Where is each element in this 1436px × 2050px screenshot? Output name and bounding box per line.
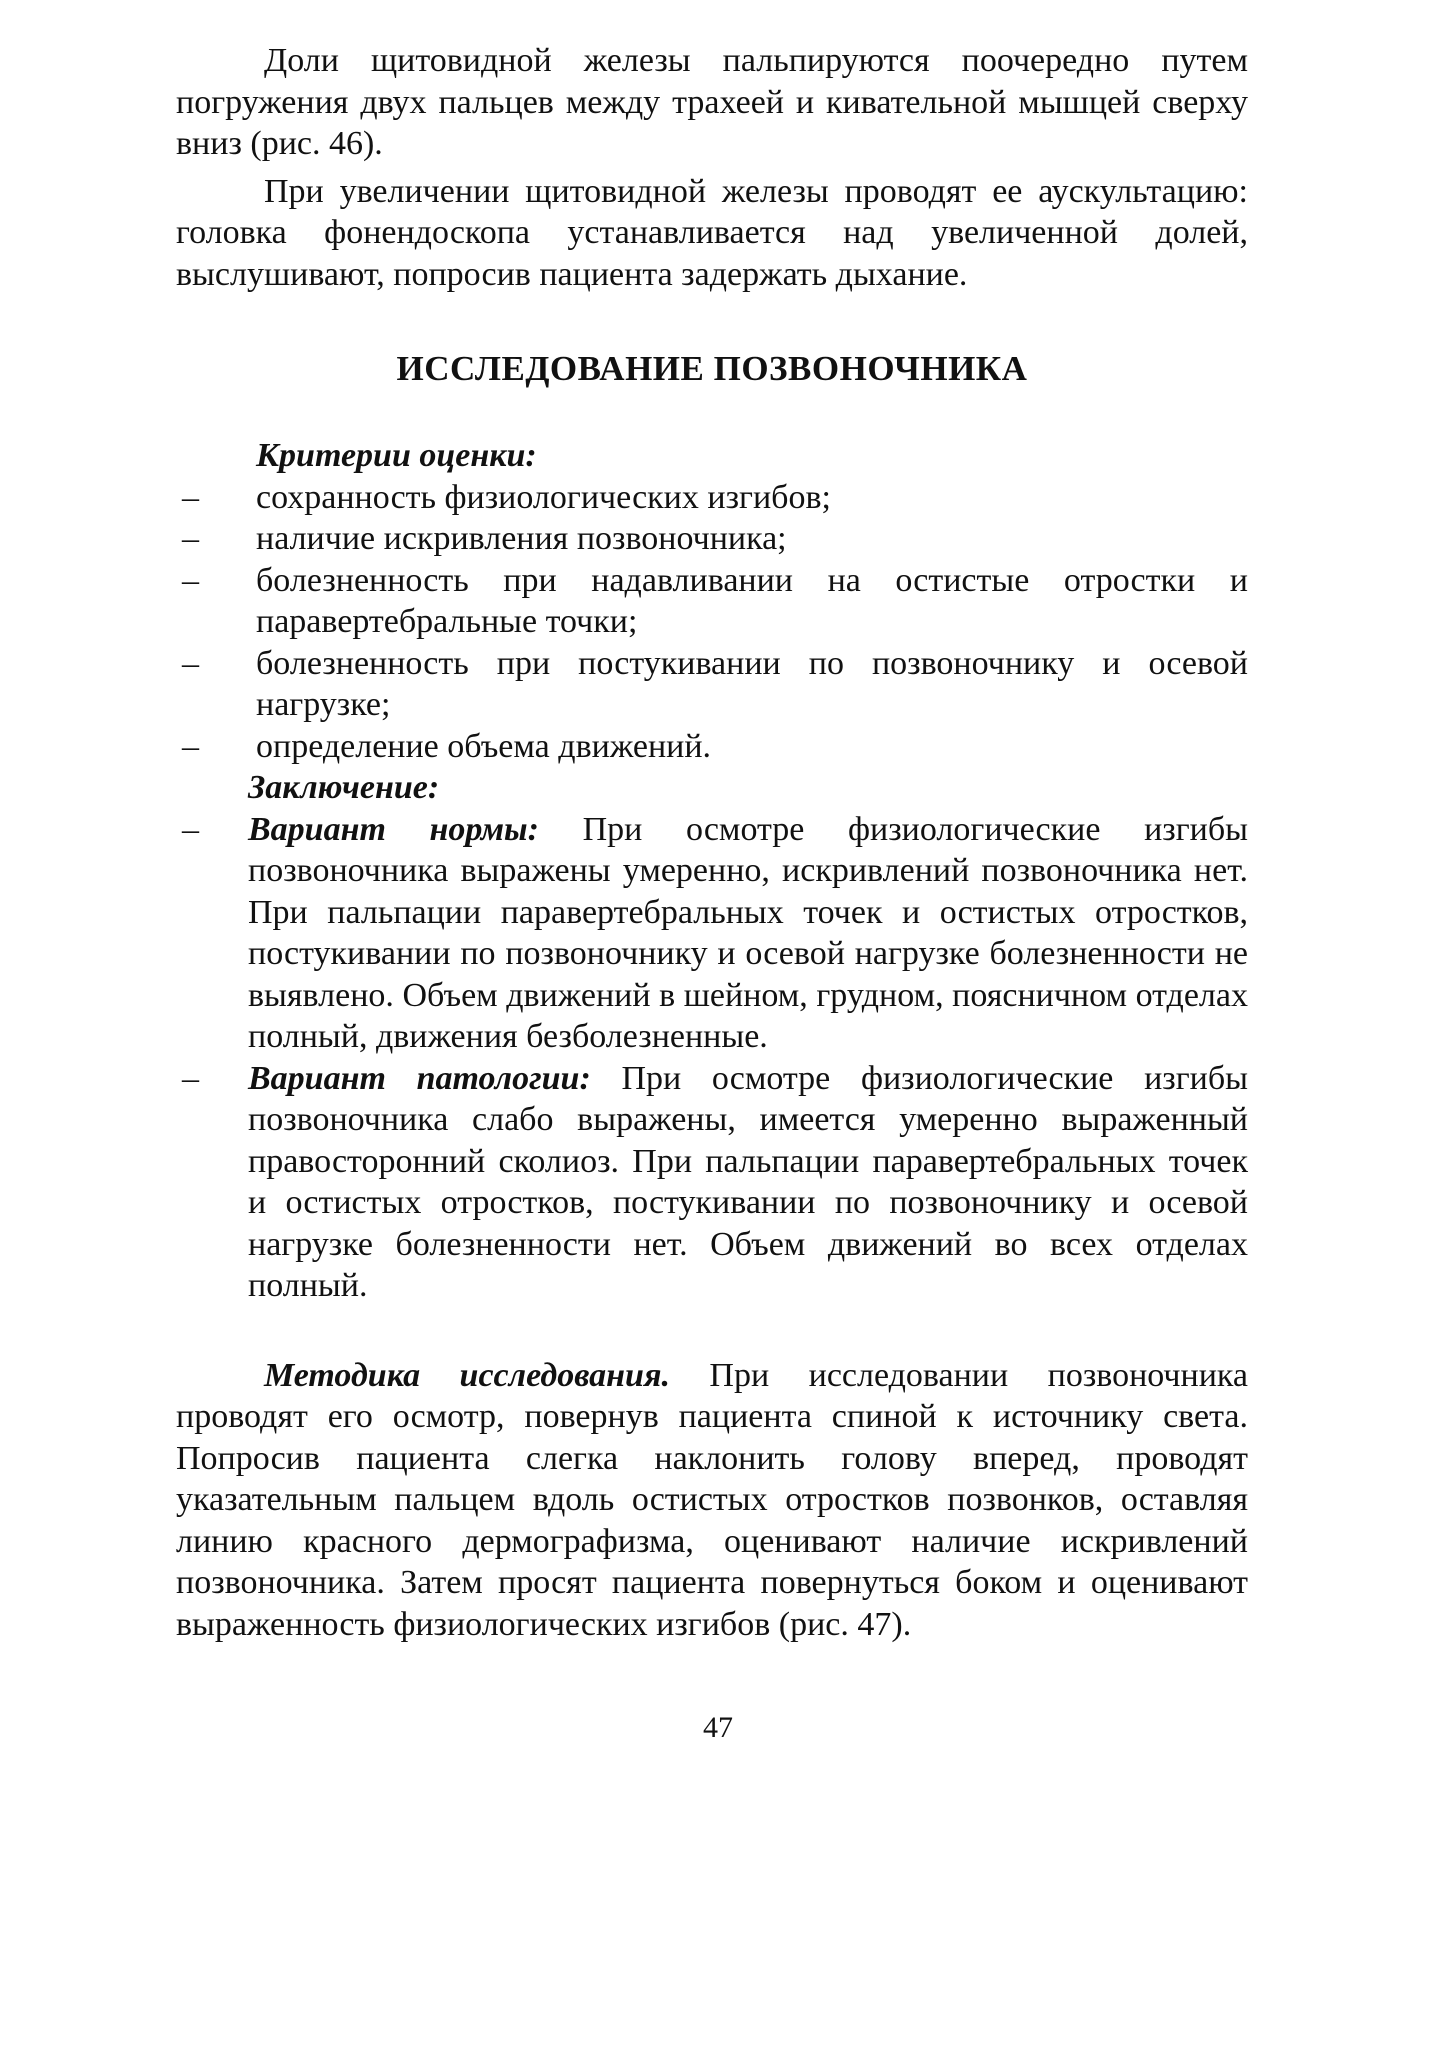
conclusion-pathology-text: При осмотре физиологические изгибы позвоночника слабо выражены, имеется умеренно выраженный правосторонний сколиоз. При пальпации паравертебральных точек и остистых отростков, постукивании по позвоночнику и осевой нагрузке болезненности нет. Объем движений во всех отделах полный. <box>248 1059 1248 1304</box>
list-item <box>176 726 1248 768</box>
list-item <box>176 809 1248 1058</box>
criteria-item-text: определение объема движений. <box>256 727 712 765</box>
conclusion-heading: Заключение: <box>248 769 440 806</box>
list-item <box>176 477 1248 519</box>
criteria-heading: Критерии оценки: <box>256 437 537 474</box>
list-item <box>176 518 1248 560</box>
page-content <box>176 40 1248 1645</box>
criteria-item-text: болезненность при постукивании по позвоночнику и осевой нагрузке; <box>256 644 1248 723</box>
conclusion-pathology-label: Вариант патологии: <box>248 1059 591 1097</box>
dash-marker: – <box>182 1059 199 1097</box>
dash-marker: – <box>182 561 199 599</box>
dash-marker: – <box>182 644 199 682</box>
conclusion-list <box>176 809 1248 1307</box>
criteria-item-text: сохранность физиологических изгибов; <box>256 478 831 516</box>
conclusion-norm-text: При осмотре физиологические изгибы позвоночника выражены умеренно, искривлений позвоночника нет. При пальпации паравертебральных точек и остистых отростков, постукивании по позвоночнику и осевой нагрузке болезненности не выявлено. Объем движений в шейном, грудном, поясничном отделах полный, движения безболезненные. <box>248 810 1248 1055</box>
section-title: ИССЛЕДОВАНИЕ ПОЗВОНОЧНИКА <box>396 349 1028 388</box>
page-number: 47 <box>703 1711 733 1744</box>
criteria-item-text: болезненность при надавливании на остистые отростки и паравертебральные точки; <box>256 561 1248 640</box>
method-label: Методика исследования. <box>264 1356 670 1394</box>
dash-marker: – <box>182 520 199 557</box>
list-item <box>176 560 1248 643</box>
dash-marker: – <box>182 478 199 516</box>
list-item <box>176 643 1248 726</box>
intro-paragraph-thyroid-palpation: Доли щитовидной железы пальпируются поочередно путем погружения двух пальцев между трахеей и кивательной мышцей сверху вниз (рис. 46). <box>176 42 1248 162</box>
intro-paragraph-thyroid-auscultation: При увеличении щитовидной железы проводят ее аускультацию: головка фонендоскопа устанавливается над увеличенной долей, выслушивают, попросив пациента задержать дыхание. <box>176 172 1248 293</box>
conclusion-norm-label: Вариант нормы: <box>248 810 539 848</box>
method-paragraph <box>176 1355 1248 1646</box>
criteria-list <box>176 477 1248 768</box>
method-text: При исследовании позвоночника проводят его осмотр, повернув пациента спиной к источнику света. Попросив пациента слегка наклонить голову вперед, проводят указательным пальцем вдоль остистых отростков позвонков, оставляя линию красного дермографизма, оценивают наличие искривлений позвоночника. Затем просят пациента повернуться боком и оценивают выраженность физиологических изгибов (рис. 47). <box>176 1356 1248 1643</box>
criteria-item-text: наличие искривления позвоночника; <box>256 520 787 557</box>
dash-marker: – <box>182 727 199 765</box>
list-item <box>176 1058 1248 1307</box>
dash-marker: – <box>182 810 199 848</box>
